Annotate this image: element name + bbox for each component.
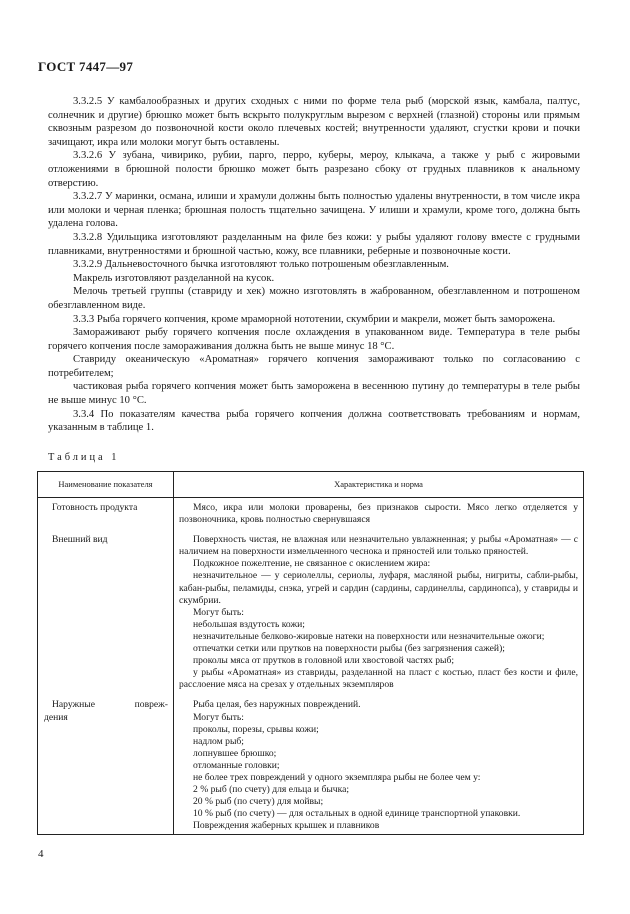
norm-line: проколы мяса от прутков в головной или хвостовой частях рыб; (193, 655, 455, 667)
paragraph: 3.3.2.5 У камбалообразных и других сходных с ними по форме тела рыб (морской язык, камбала, палтус, солнечник и другие) брюшко может быть вскрыто полукруглым вырезом с верхней (глазной) стороны или прямым сквозным разрезом до позвоночной кости около плечевых костей; внутренности удаляют, сгустки крови и почки зачищают, икра или молоки могут быть оставлены. (48, 96, 580, 148)
paragraph: Замораживают рыбу горячего копчения после охлаждения в упакованном виде. Температура в теле рыбы горячего копчения после замораживания должна быть не выше минус 18 °С. (48, 327, 580, 352)
table-header-row (38, 472, 584, 498)
indicator-name (38, 498, 174, 533)
norm-cell (174, 532, 584, 697)
indicator-label: Наружные повреж- (52, 699, 168, 711)
paragraph: 3.3.2.6 У зубана, чивирико, рубии, парго, перро, куберы, мероу, клыкача, а также у рыб с жировыми отложениями в брюшной полости брюшко может быть разрезано сбоку от грудных плавников к анальному отверстию. (48, 150, 580, 189)
paragraph: Ставриду океаническую «Ароматная» горячего копчения замораживают только по согласованию с потребителем; (48, 354, 580, 379)
table-row (38, 697, 584, 835)
norm-line: 20 % рыб (по счету) для мойвы; (193, 796, 324, 808)
paragraph: 3.3.2.8 Удильщика изготовляют разделанным на филе без кожи: у рыбы удаляют голову вместе с грудными плавниками, внутренностями и брюшной частью, кожу, все плавники, реберные и позвоночные кости. (48, 231, 580, 257)
norm-line: Подкожное пожелтение, не связанное с окислением жира: (193, 558, 431, 570)
norm-line: незначительные белково-жировые натеки на поверхности или незначительные ожоги; (193, 630, 545, 642)
norm-line: Мясо, икра или молоки проварены, без признаков сырости. Мясо легко отделяется у позвоночника, кровь полностью свернувшаяся (179, 502, 578, 526)
norm-line: 2 % рыб (по счету) для ельца и бычка; (193, 784, 350, 796)
document-header: ГОСТ 7447—97 (38, 59, 134, 74)
indicator-label: Готовность продукта (52, 502, 138, 513)
paragraph: 3.3.2.9 Дальневосточного бычка изготовляют только потрошеным обезглавленным. (73, 259, 449, 271)
norm-cell (174, 498, 584, 533)
column-header-indicator: Наименование показателя (38, 472, 174, 498)
paragraph: 3.3.4 По показателям качества рыба горячего копчения должна соответствовать требованиям и нормам, указанным в таблице 1. (48, 408, 580, 434)
indicator-name (38, 532, 174, 697)
column-header-norm: Характеристика и норма (174, 472, 584, 498)
table-caption: Таблица 1 (48, 452, 120, 463)
norm-line: Могут быть: (193, 606, 244, 618)
norm-line: Рыба целая, без наружных повреждений. (193, 699, 361, 711)
table-row (38, 498, 584, 533)
norm-cell (174, 697, 584, 835)
document-body (48, 95, 580, 435)
norm-line: незначительное — у сериолеллы, сериолы, луфаря, масляной рыбы, нигриты, сабли-рыбы, кабан-рыбы, пеламиды, снэка, угрей и сардин (сардины, сардинеллы, сардинопса), у ставриды и скумбрии. (179, 570, 578, 606)
norm-line: небольшая вздутость кожи; (193, 618, 305, 630)
table-row (38, 532, 584, 697)
norm-line: Повреждения жаберных крышек и плавников (193, 820, 380, 832)
norm-line: у рыбы «Ароматная» из ставриды, разделанной на пласт с костью, пласт без кости и филе, расслоение мяса на срезах у отдельных экземпляров (179, 667, 578, 691)
quality-table (37, 471, 584, 835)
norm-line: отломанные головки; (193, 759, 280, 771)
paragraph: 3.3.3 Рыба горячего копчения, кроме мраморной нототении, скумбрии и макрели, может быть заморожена. (73, 313, 556, 325)
norm-line: Могут быть: (193, 711, 244, 723)
norm-line: отпечатки сетки или прутков на поверхности рыбы (без загрязнения сажей); (193, 643, 505, 655)
paragraph: Макрель изготовляют разделанной на кусок. (73, 272, 275, 284)
norm-line: 10 % рыб (по счету) — для остальных в одной единице транспортной упаковки. (193, 808, 521, 820)
indicator-name (38, 697, 174, 835)
norm-line: проколы, порезы, срывы кожи; (193, 723, 319, 735)
indicator-label: дения (44, 711, 68, 723)
paragraph: Мелочь третьей группы (ставриду и хек) можно изготовлять в жаброванном, обезглавленном и потрошеном обезглавленном виде. (48, 286, 580, 311)
norm-line: надлом рыб; (193, 735, 244, 747)
paragraph: 3.3.2.7 У маринки, османа, илиши и храмули должны быть полностью удалены внутренности, в том числе икра или молоки и черная пленка; брюшная полость тщательно зачищена. У илиши и храмули, кроме того, должна быть удалена голова. (48, 191, 580, 230)
page-number: 4 (38, 848, 44, 860)
norm-line: Поверхность чистая, не влажная или незначительно увлажненная; у рыбы «Ароматная» — с наличием на поверхности измельченного чеснока и пряностей или только пряностей. (179, 534, 578, 558)
indicator-label: Внешний вид (52, 534, 108, 546)
norm-line: не более трех повреждений у одного экземпляра рыбы не более чем у: (193, 771, 481, 783)
norm-line: лопнувшее брюшко; (193, 747, 277, 759)
paragraph: частиковая рыба горячего копчения может быть заморожена в весеннюю путину до температуры в теле рыбы не выше минус 10 °С. (48, 381, 580, 407)
